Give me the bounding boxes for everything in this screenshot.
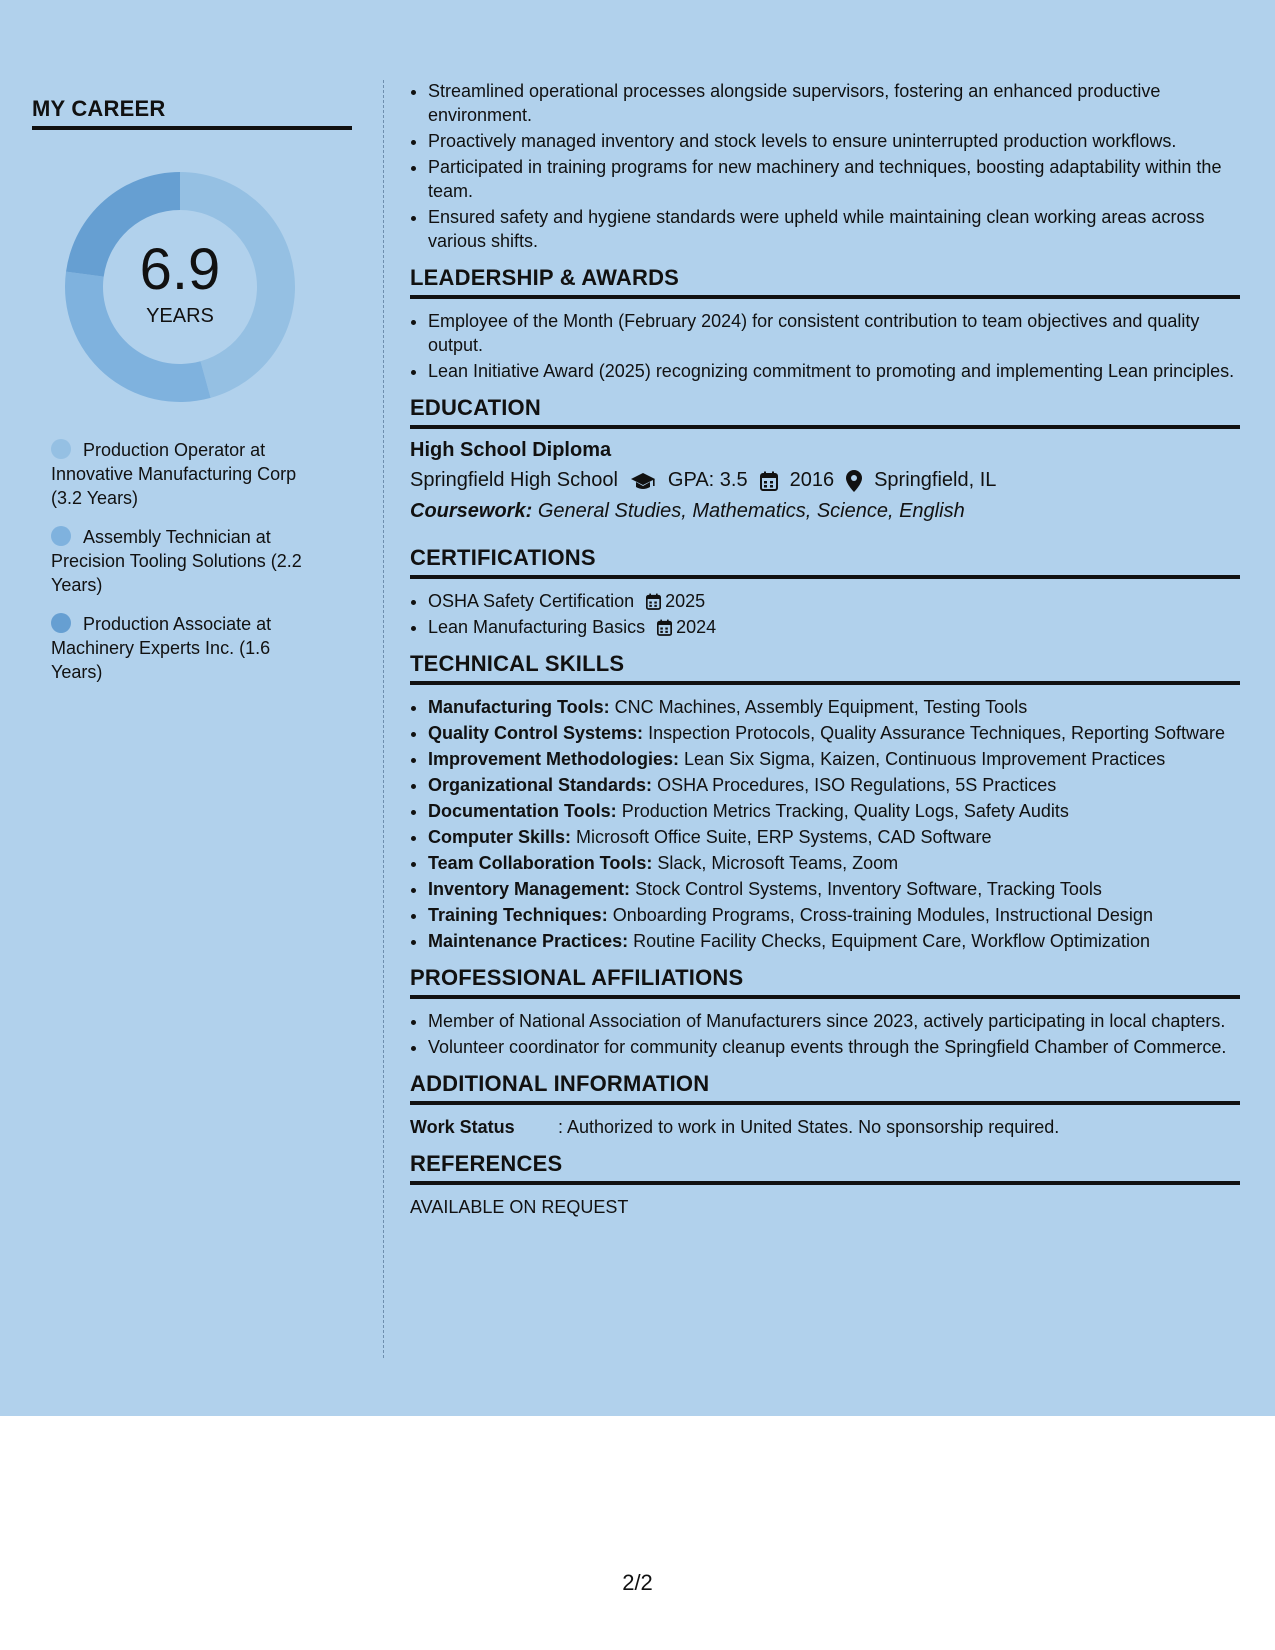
skill-value: Microsoft Office Suite, ERP Systems, CAD Software (576, 827, 992, 847)
skill-label: Team Collaboration Tools: (428, 853, 653, 873)
experience-bullets (410, 79, 1240, 253)
work-status-value: : Authorized to work in United States. No sponsorship required. (558, 1117, 1060, 1137)
skill-label: Quality Control Systems: (428, 723, 644, 743)
cert-name: • Lean Manufacturing Basics (428, 617, 646, 637)
list-item (428, 773, 1240, 797)
cert-row (428, 615, 1240, 639)
work-status-label: Work Status (410, 1117, 515, 1137)
list-item: • Volunteer coordinator for community cleanup events through the Springfield Chamber of Commerce. (428, 1035, 1240, 1059)
donut-center (65, 172, 295, 402)
list-item: • Proactively managed inventory and stock levels to ensure uninterrupted production workflows. (428, 129, 1240, 153)
list-item (428, 903, 1240, 927)
list-item: • Participated in training programs for new machinery and techniques, boosting adaptability within the team. (428, 155, 1240, 203)
column-divider (383, 80, 384, 1358)
section-title: LEADERSHIP & AWARDS (410, 265, 1240, 299)
skill-value: Lean Six Sigma, Kaizen, Continuous Improvement Practices (684, 749, 1166, 769)
affiliations-section (410, 965, 1240, 1059)
section-title: REFERENCES (410, 1151, 1240, 1185)
additional-info-section (410, 1071, 1240, 1139)
section-title: ADDITIONAL INFORMATION (410, 1071, 1240, 1105)
location-pin-icon (846, 470, 862, 492)
skill-label: Training Techniques: (428, 905, 608, 925)
coursework-value: General Studies, Mathematics, Science, English (537, 500, 965, 522)
career-sidebar (32, 96, 352, 699)
section-title: EDUCATION (410, 395, 1240, 429)
legend-label: Production Associate at Machinery Experts Inc. (1.6 Years) (51, 614, 272, 682)
certifications-section (410, 545, 1240, 639)
skill-value: OSHA Procedures, ISO Regulations, 5S Practices (657, 775, 1057, 795)
cert-name: • OSHA Safety Certification (428, 591, 635, 611)
work-status-row (410, 1115, 1240, 1139)
legend-label: Assembly Technician at Precision Tooling Solutions (2.2 Years) (51, 527, 302, 595)
legend-item-role-1 (51, 438, 321, 510)
list-item (428, 589, 1240, 613)
leadership-section (410, 265, 1240, 383)
edu-location: Springfield, IL (874, 469, 997, 491)
legend-dot-icon (51, 613, 71, 633)
section-title: CERTIFICATIONS (410, 545, 1240, 579)
list-item (428, 695, 1240, 719)
skill-value: Stock Control Systems, Inventory Software, Tracking Tools (635, 879, 1102, 899)
total-years-value: 6.9 (139, 236, 221, 302)
legend-item-role-2 (51, 525, 321, 597)
career-title: MY CAREER (32, 96, 352, 130)
skill-label: Documentation Tools: (428, 801, 617, 821)
list-item (428, 825, 1240, 849)
career-legend (51, 438, 321, 684)
references-text: AVAILABLE ON REQUEST (410, 1197, 629, 1217)
edu-coursework (410, 500, 1240, 523)
references-section (410, 1151, 1240, 1219)
list-item (428, 721, 1240, 745)
education-section (410, 395, 1240, 523)
skill-label: Organizational Standards: (428, 775, 653, 795)
edu-school: Springfield High School (410, 469, 618, 491)
list-item: • Streamlined operational processes alongside supervisors, fostering an enhanced productive environment. (428, 79, 1240, 127)
affiliations-list (410, 1009, 1240, 1059)
edu-gpa: GPA: 3.5 (667, 469, 748, 491)
skill-label: Maintenance Practices: (428, 931, 629, 951)
list-item: • Member of National Association of Manufacturers since 2023, actively participating in local chapters. (428, 1009, 1240, 1033)
skill-label: Inventory Management: (428, 879, 631, 899)
cert-row (428, 589, 1240, 613)
cert-year: 2024 (676, 617, 717, 637)
main-content (410, 79, 1240, 1219)
skill-value: Routine Facility Checks, Equipment Care, Workflow Optimization (633, 931, 1150, 951)
page-number: 2/2 (622, 1570, 653, 1595)
skill-label: Improvement Methodologies: (428, 749, 680, 769)
cert-year: 2025 (665, 591, 706, 611)
list-item (428, 615, 1240, 639)
career-donut-chart (65, 172, 295, 402)
list-item: • Lean Initiative Award (2025) recognizing commitment to promoting and implementing Lean principles. (428, 359, 1240, 383)
skill-value: Production Metrics Tracking, Quality Logs, Safety Audits (621, 801, 1069, 821)
list-item (428, 747, 1240, 771)
edu-details (410, 469, 1240, 492)
edu-year: 2016 (789, 469, 835, 491)
legend-dot-icon (51, 526, 71, 546)
section-title: TECHNICAL SKILLS (410, 651, 1240, 685)
coursework-label: Coursework: (410, 500, 533, 522)
calendar-icon (646, 593, 661, 610)
leadership-list (410, 309, 1240, 383)
years-label: YEARS (146, 304, 214, 327)
list-item (428, 929, 1240, 953)
list-item (428, 877, 1240, 901)
list-item (428, 851, 1240, 875)
list-item: • Employee of the Month (February 2024) for consistent contribution to team objectives and quality output. (428, 309, 1240, 357)
skill-label: Manufacturing Tools: (428, 697, 610, 717)
section-title: PROFESSIONAL AFFILIATIONS (410, 965, 1240, 999)
graduation-cap-icon (630, 471, 656, 491)
skills-list (410, 695, 1240, 953)
skill-value: Slack, Microsoft Teams, Zoom (657, 853, 899, 873)
skills-section (410, 651, 1240, 953)
list-item: • Ensured safety and hygiene standards were upheld while maintaining clean working areas across various shifts. (428, 205, 1240, 253)
skill-value: Onboarding Programs, Cross-training Modules, Instructional Design (612, 905, 1153, 925)
skill-label: Computer Skills: (428, 827, 572, 847)
skill-value: CNC Machines, Assembly Equipment, Testing Tools (614, 697, 1028, 717)
edu-degree: High School Diploma (410, 439, 612, 461)
certifications-list (410, 589, 1240, 639)
legend-dot-icon (51, 439, 71, 459)
calendar-icon (657, 619, 672, 636)
calendar-icon (760, 471, 778, 491)
list-item (428, 799, 1240, 823)
legend-item-role-3 (51, 612, 321, 684)
skill-value: Inspection Protocols, Quality Assurance Techniques, Reporting Software (648, 723, 1226, 743)
legend-label: Production Operator at Innovative Manufacturing Corp (3.2 Years) (51, 440, 297, 508)
